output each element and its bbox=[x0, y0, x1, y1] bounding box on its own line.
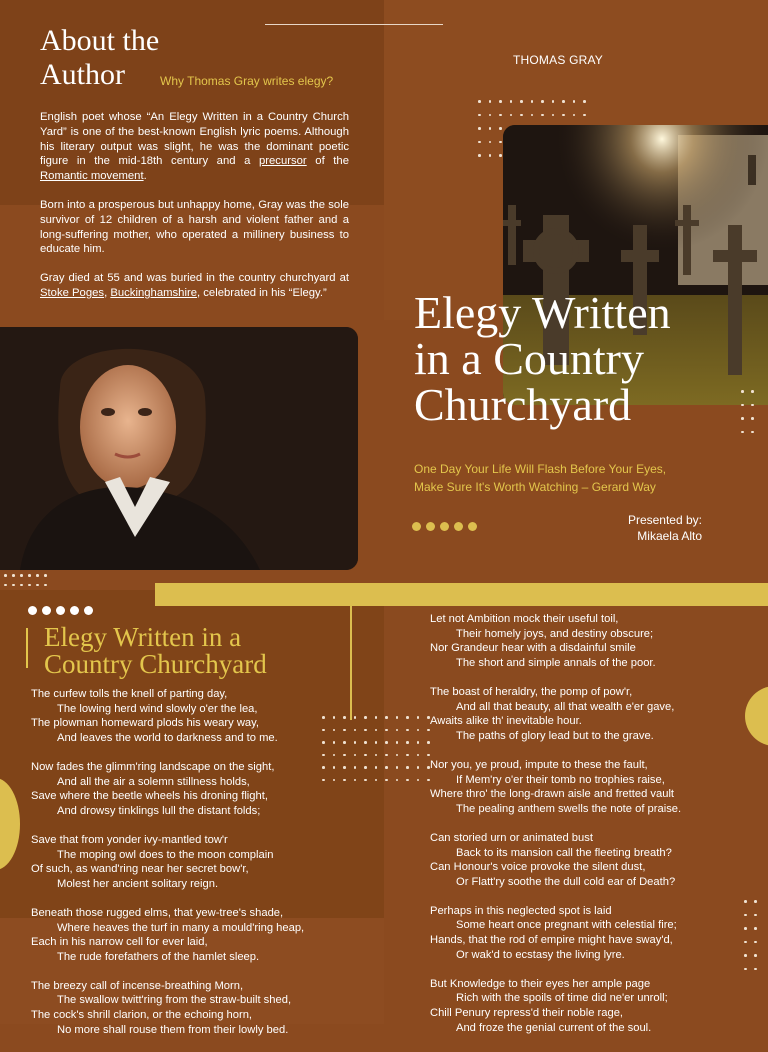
author-bio bbox=[40, 110, 349, 315]
decorative-dots-white bbox=[28, 606, 93, 615]
poem-line: And froze the genial current of the soul. bbox=[456, 1021, 652, 1034]
poem-line: Back to its mansion call the fleeting breath? bbox=[456, 846, 672, 859]
poem-line: The curfew tolls the knell of parting day, bbox=[31, 688, 228, 700]
poem-line: Molest her ancient solitary reign. bbox=[57, 877, 219, 890]
stanza bbox=[430, 758, 681, 816]
bio-paragraph-1: English poet whose “An Elegy Written in a Country Church Yard” is one of the best-known English lyric poems. Although his literary output was slight, he was the dominant poetic figure in the mid-18th century and a precursor of the Romantic movement. bbox=[40, 111, 349, 183]
poem-line: Where heaves the turf in many a mould'ring heap, bbox=[57, 921, 305, 934]
poem-line: Their homely joys, and destiny obscure; bbox=[456, 627, 654, 640]
stanza bbox=[430, 612, 681, 670]
poem-line: Save where the beetle wheels his droning flight, bbox=[31, 790, 268, 803]
poem-line: Some heart once pregnant with celestial fire; bbox=[456, 919, 677, 932]
decorative-dots-yellow bbox=[412, 522, 477, 531]
decorative-dot-grid-right bbox=[741, 390, 761, 433]
poem-line: Can Honour's voice provoke the silent dust, bbox=[430, 861, 646, 874]
stanza bbox=[31, 906, 304, 964]
stanza bbox=[31, 760, 304, 818]
precursor-link[interactable]: precursor bbox=[258, 155, 307, 168]
poem-line: But Knowledge to their eyes her ample page bbox=[430, 977, 651, 990]
stanza bbox=[430, 685, 681, 743]
poem-line: Nor you, ye proud, impute to these the fault, bbox=[430, 758, 648, 771]
poem-line: Let not Ambition mock their useful toil, bbox=[430, 613, 619, 625]
why-subheading: Why Thomas Gray writes elegy? bbox=[160, 74, 334, 88]
poem-line: Hands, that the rod of empire might have sway'd, bbox=[430, 934, 673, 947]
stanza bbox=[430, 904, 681, 962]
quote: One Day Your Life Will Flash Before Your Eyes, Make Sure It's Worth Watching – Gerard Way bbox=[414, 462, 667, 494]
poem-line: The swallow twitt'ring from the straw-built shed, bbox=[57, 994, 292, 1007]
poem-line: The rude forefathers of the hamlet sleep. bbox=[57, 950, 260, 963]
poem-line: Beneath those rugged elms, that yew-tree's shade, bbox=[31, 906, 284, 919]
presented-by: Presented by: Mikaela Alto bbox=[627, 513, 702, 543]
poem-line: If Mem'ry o'er their tomb no trophies raise, bbox=[456, 773, 665, 786]
poem-line: Or Flatt'ry soothe the dull cold ear of Death? bbox=[456, 875, 676, 888]
buckinghamshire-link[interactable]: Buckinghamshire bbox=[110, 286, 197, 299]
title-accent-bar bbox=[26, 628, 28, 668]
poem-line: Awaits alike th' inevitable hour. bbox=[430, 715, 582, 728]
stanza bbox=[430, 977, 681, 1035]
poem-line: The moping owl does to the moon complain bbox=[57, 848, 274, 861]
stanza bbox=[31, 979, 304, 1037]
poem-line: Chill Penury repress'd their noble rage, bbox=[430, 1007, 624, 1020]
poster-title: Elegy Written in a Country Churchyard bbox=[414, 287, 671, 430]
poem-left-column bbox=[31, 687, 304, 1052]
poem-line: Perhaps in this neglected spot is laid bbox=[430, 904, 612, 917]
about-author-heading: About the Author bbox=[40, 24, 160, 91]
poem-line: The pealing anthem swells the note of praise. bbox=[456, 802, 682, 815]
yellow-vertical-line bbox=[350, 606, 352, 720]
poem-line: The short and simple annals of the poor. bbox=[456, 656, 656, 669]
poem-title: Elegy Written in a Country Churchyard bbox=[44, 622, 267, 679]
poem-line: The breezy call of incense-breathing Morn, bbox=[31, 979, 244, 992]
poem-line: Of such, as wand'ring near her secret bow'r, bbox=[31, 863, 249, 876]
romantic-movement-link[interactable]: Romantic movement bbox=[40, 170, 144, 183]
poem-line: And all the air a solemn stillness holds, bbox=[57, 775, 250, 788]
stanza bbox=[31, 833, 304, 891]
poem-line: The cock's shrill clarion, or the echoing horn, bbox=[31, 1009, 253, 1022]
decorative-dot-grid-center bbox=[322, 716, 438, 781]
decorative-dot-grid-bottom-right bbox=[744, 900, 764, 970]
stanza bbox=[31, 687, 304, 745]
top-divider-line bbox=[265, 24, 443, 25]
bio-paragraph-3: Gray died at 55 and was buried in the country churchyard at Stoke Poges, Buckinghamshire, celebrated in his “Elegy.” bbox=[40, 272, 349, 299]
author-portrait bbox=[0, 327, 358, 570]
poem-line: Save that from yonder ivy-mantled tow'r bbox=[31, 833, 228, 846]
poem-line: Each in his narrow cell for ever laid, bbox=[31, 936, 208, 949]
decorative-dot-grid-left bbox=[4, 574, 52, 586]
poem-line: The boast of heraldry, the pomp of pow'r, bbox=[430, 685, 633, 698]
poem-line: Rich with the spoils of time did ne'er unroll; bbox=[456, 992, 668, 1005]
poem-line: The plowman homeward plods his weary way, bbox=[31, 717, 259, 730]
stanza bbox=[430, 831, 681, 889]
poem-line: Where thro' the long-drawn aisle and fretted vault bbox=[430, 788, 675, 801]
yellow-divider-bar bbox=[155, 583, 768, 606]
bio-paragraph-2: Born into a prosperous but unhappy home, Gray was the sole survivor of 12 children of a harsh and violent father and a long-suffering mother, who operated a millinery business to educate him. bbox=[40, 198, 349, 256]
poem-line: No more shall rouse them from their lowly bed. bbox=[57, 1023, 289, 1036]
poem-line: Or wak'd to ecstasy the living lyre. bbox=[456, 948, 625, 961]
poem-line: The paths of glory lead but to the grave. bbox=[456, 729, 654, 742]
poem-line: And leaves the world to darkness and to me. bbox=[57, 731, 278, 744]
poem-line: Can storied urn or animated bust bbox=[430, 831, 593, 844]
poem-line: Nor Grandeur hear with a disdainful smile bbox=[430, 642, 636, 655]
author-name-label: THOMAS GRAY bbox=[513, 53, 603, 67]
poem-line: The lowing herd wind slowly o'er the lea, bbox=[57, 702, 258, 715]
poem-line: And all that beauty, all that wealth e'er gave, bbox=[456, 700, 675, 713]
poem-right-column bbox=[430, 612, 681, 1050]
poem-line: And drowsy tinklings lull the distant folds; bbox=[57, 804, 261, 817]
poem-line: Now fades the glimm'ring landscape on the sight, bbox=[31, 760, 275, 773]
stoke-poges-link[interactable]: Stoke Poges bbox=[40, 286, 105, 299]
